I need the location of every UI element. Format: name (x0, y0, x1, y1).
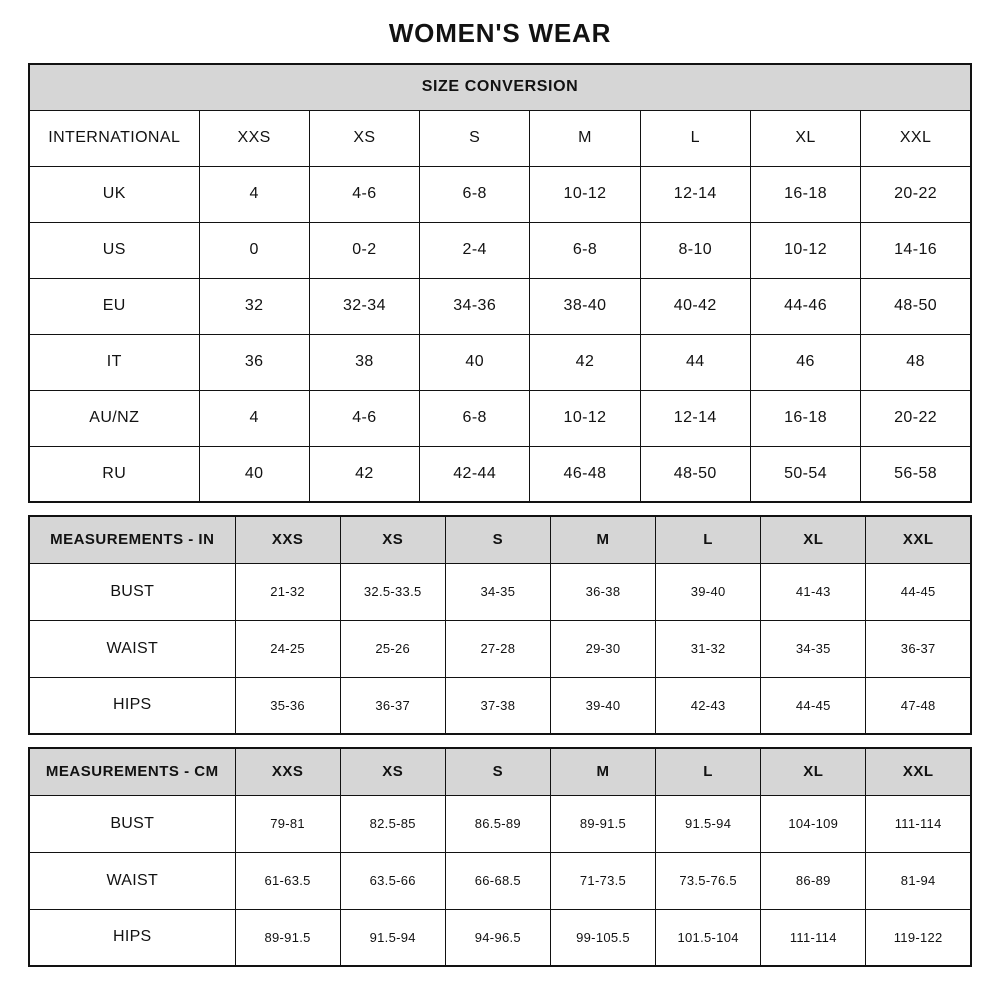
cell: 4-6 (309, 166, 419, 222)
cell: 63.5-66 (340, 852, 445, 909)
row-label: WAIST (29, 852, 235, 909)
cell: 48-50 (640, 446, 750, 502)
header-row (29, 110, 971, 166)
cell: 36-38 (550, 563, 655, 620)
cell: 46 (750, 334, 860, 390)
header-cell: XL (761, 748, 866, 795)
header-cell: XS (340, 516, 445, 563)
cell: 10-12 (750, 222, 860, 278)
measurements-in-header-row (29, 516, 971, 563)
row-label: AU/NZ (29, 390, 199, 446)
header-cell: M (550, 516, 655, 563)
cell: 40 (420, 334, 530, 390)
header-cell: XXS (235, 748, 340, 795)
cell: 8-10 (640, 222, 750, 278)
row-label: RU (29, 446, 199, 502)
cell: 61-63.5 (235, 852, 340, 909)
header-cell: L (656, 748, 761, 795)
cell: 82.5-85 (340, 795, 445, 852)
header-cell: XXS (199, 110, 309, 166)
header-cell: XXL (861, 110, 971, 166)
cell: 2-4 (420, 222, 530, 278)
cell: 37-38 (445, 677, 550, 734)
cell: 73.5-76.5 (656, 852, 761, 909)
table-row (29, 334, 971, 390)
cell: 44-45 (866, 563, 971, 620)
row-label: HIPS (29, 677, 235, 734)
cell: 39-40 (656, 563, 761, 620)
cell: 47-48 (866, 677, 971, 734)
cell: 12-14 (640, 390, 750, 446)
cell: 48-50 (861, 278, 971, 334)
cell: 46-48 (530, 446, 640, 502)
header-cell: S (445, 516, 550, 563)
cell: 32 (199, 278, 309, 334)
header-cell: XS (309, 110, 419, 166)
cell: 79-81 (235, 795, 340, 852)
header-cell: XXL (866, 748, 971, 795)
size-conversion-title: SIZE CONVERSION (29, 64, 971, 110)
table-row (29, 563, 971, 620)
cell: 32.5-33.5 (340, 563, 445, 620)
cell: 10-12 (530, 390, 640, 446)
cell: 119-122 (866, 909, 971, 966)
cell: 42 (530, 334, 640, 390)
header-cell: S (445, 748, 550, 795)
cell: 4 (199, 390, 309, 446)
cell: 89-91.5 (550, 795, 655, 852)
cell: 40-42 (640, 278, 750, 334)
size-conversion-title-row (29, 64, 971, 110)
cell: 91.5-94 (340, 909, 445, 966)
header-cell: XXS (235, 516, 340, 563)
cell: 101.5-104 (656, 909, 761, 966)
cell: 42-44 (420, 446, 530, 502)
cell: 29-30 (550, 620, 655, 677)
measurements-in-title: MEASUREMENTS - IN (29, 516, 235, 563)
table-row (29, 166, 971, 222)
cell: 34-35 (445, 563, 550, 620)
cell: 99-105.5 (550, 909, 655, 966)
cell: 0 (199, 222, 309, 278)
cell: 111-114 (761, 909, 866, 966)
cell: 0-2 (309, 222, 419, 278)
cell: 34-36 (420, 278, 530, 334)
header-cell: XXL (866, 516, 971, 563)
cell: 16-18 (750, 390, 860, 446)
cell: 44-45 (761, 677, 866, 734)
cell: 71-73.5 (550, 852, 655, 909)
cell: 6-8 (420, 166, 530, 222)
header-cell: M (550, 748, 655, 795)
cell: 36 (199, 334, 309, 390)
cell: 38 (309, 334, 419, 390)
cell: 89-91.5 (235, 909, 340, 966)
header-cell: M (530, 110, 640, 166)
cell: 14-16 (861, 222, 971, 278)
table-row (29, 446, 971, 502)
header-cell: XL (750, 110, 860, 166)
cell: 21-32 (235, 563, 340, 620)
table-row (29, 222, 971, 278)
header-cell: INTERNATIONAL (29, 110, 199, 166)
cell: 56-58 (861, 446, 971, 502)
cell: 10-12 (530, 166, 640, 222)
cell: 41-43 (761, 563, 866, 620)
measurements-cm-table (28, 747, 972, 967)
header-cell: XS (340, 748, 445, 795)
cell: 27-28 (445, 620, 550, 677)
table-row (29, 278, 971, 334)
row-label: EU (29, 278, 199, 334)
cell: 16-18 (750, 166, 860, 222)
cell: 81-94 (866, 852, 971, 909)
size-conversion-table (28, 63, 972, 503)
measurements-cm-title: MEASUREMENTS - CM (29, 748, 235, 795)
cell: 20-22 (861, 166, 971, 222)
measurements-cm-header-row (29, 748, 971, 795)
cell: 111-114 (866, 795, 971, 852)
cell: 12-14 (640, 166, 750, 222)
cell: 4-6 (309, 390, 419, 446)
cell: 31-32 (656, 620, 761, 677)
row-label: HIPS (29, 909, 235, 966)
row-label: BUST (29, 795, 235, 852)
table-row (29, 852, 971, 909)
row-label: UK (29, 166, 199, 222)
cell: 36-37 (340, 677, 445, 734)
cell: 91.5-94 (656, 795, 761, 852)
cell: 38-40 (530, 278, 640, 334)
cell: 35-36 (235, 677, 340, 734)
measurements-in-table (28, 515, 972, 735)
cell: 42-43 (656, 677, 761, 734)
cell: 104-109 (761, 795, 866, 852)
cell: 40 (199, 446, 309, 502)
page-title: WOMEN'S WEAR (388, 18, 612, 48)
table-row (29, 677, 971, 734)
header-cell: L (640, 110, 750, 166)
cell: 48 (861, 334, 971, 390)
cell: 42 (309, 446, 419, 502)
header-cell: XL (761, 516, 866, 563)
cell: 6-8 (420, 390, 530, 446)
cell: 50-54 (750, 446, 860, 502)
cell: 39-40 (550, 677, 655, 734)
cell: 36-37 (866, 620, 971, 677)
cell: 86.5-89 (445, 795, 550, 852)
row-label: WAIST (29, 620, 235, 677)
cell: 44 (640, 334, 750, 390)
table-row (29, 620, 971, 677)
cell: 4 (199, 166, 309, 222)
row-label: IT (29, 334, 199, 390)
cell: 6-8 (530, 222, 640, 278)
cell: 94-96.5 (445, 909, 550, 966)
table-row (29, 909, 971, 966)
cell: 66-68.5 (445, 852, 550, 909)
row-label: BUST (29, 563, 235, 620)
table-row (29, 390, 971, 446)
row-label: US (29, 222, 199, 278)
cell: 25-26 (340, 620, 445, 677)
header-cell: S (420, 110, 530, 166)
cell: 32-34 (309, 278, 419, 334)
table-row (29, 795, 971, 852)
cell: 20-22 (861, 390, 971, 446)
cell: 34-35 (761, 620, 866, 677)
cell: 24-25 (235, 620, 340, 677)
header-cell: L (656, 516, 761, 563)
cell: 44-46 (750, 278, 860, 334)
cell: 86-89 (761, 852, 866, 909)
